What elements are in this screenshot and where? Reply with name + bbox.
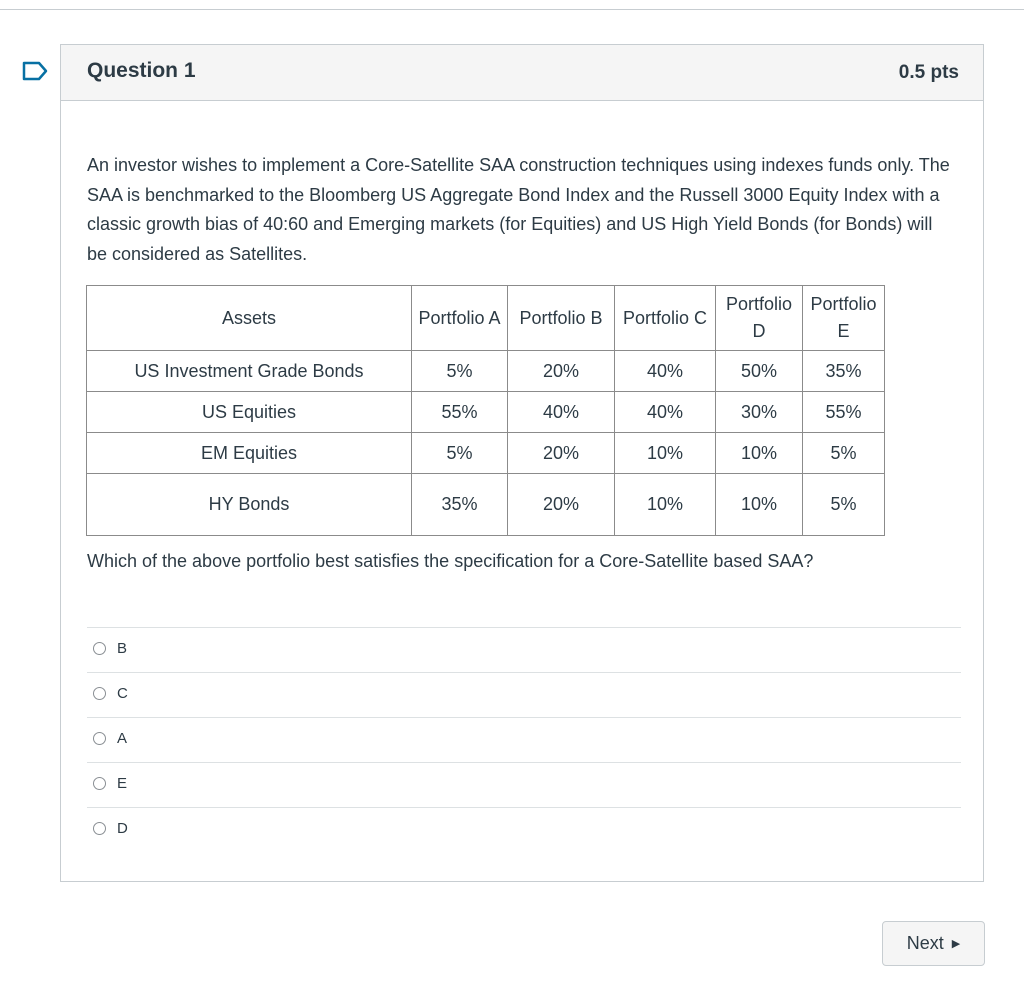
answer-option[interactable]: [87, 717, 961, 762]
table-cell: 50%: [716, 351, 803, 392]
question-card: [60, 44, 984, 882]
answer-label: B: [117, 640, 128, 657]
question-points: 0.5 pts: [898, 62, 959, 83]
table-cell: 5%: [803, 433, 885, 474]
table-cell: 40%: [615, 392, 716, 433]
table-cell: HY Bonds: [87, 474, 412, 536]
answer-label: D: [117, 820, 128, 837]
table-cell: 30%: [716, 392, 803, 433]
radio-button[interactable]: [93, 822, 106, 835]
next-button-label: Next: [906, 933, 944, 953]
table-row: [87, 433, 885, 474]
table-header-cell: Portfolio A: [412, 286, 508, 351]
next-button[interactable]: [882, 921, 985, 966]
top-divider: [0, 9, 1024, 10]
table-header-cell: Portfolio E: [803, 286, 885, 351]
flag-icon[interactable]: [22, 61, 48, 81]
table-cell: US Equities: [87, 392, 412, 433]
answer-label: E: [117, 775, 128, 792]
table-header-cell: Assets: [87, 286, 412, 351]
answer-option[interactable]: [87, 807, 961, 852]
radio-button[interactable]: [93, 642, 106, 655]
table-cell: 5%: [412, 433, 508, 474]
table-cell: 35%: [803, 351, 885, 392]
answer-list: [87, 627, 961, 852]
answer-option[interactable]: [87, 672, 961, 717]
table-cell: 20%: [508, 474, 615, 536]
question-text: An investor wishes to implement a Core-Satellite SAA construction techniques using indexes funds only. The SAA is benchmarked to the Bloomberg US Aggregate Bond Index and the Russell 3000 Equity Index with a classic growth bias of 40:60 and Emerging markets (for Equities) and US High Yield Bonds (for Bonds) will be considered as Satellites.: [87, 155, 950, 264]
question-title: Question 1: [87, 59, 196, 82]
table-row: [87, 351, 885, 392]
table-header-cell: Portfolio D: [716, 286, 803, 351]
table-header-cell: Portfolio B: [508, 286, 615, 351]
answer-option[interactable]: [87, 627, 961, 672]
follow-up-question: Which of the above portfolio best satisfies the specification for a Core-Satellite based SAA?: [87, 551, 814, 571]
table-cell: 10%: [615, 433, 716, 474]
radio-button[interactable]: [93, 732, 106, 745]
table-cell: 40%: [508, 392, 615, 433]
question-header: [61, 45, 983, 101]
table-cell: 20%: [508, 351, 615, 392]
table-cell: 10%: [615, 474, 716, 536]
table-header-row: [87, 286, 885, 351]
table-cell: 35%: [412, 474, 508, 536]
answer-label: C: [117, 685, 128, 702]
table-row: [87, 392, 885, 433]
table-cell: 55%: [412, 392, 508, 433]
table-cell: US Investment Grade Bonds: [87, 351, 412, 392]
table-cell: 5%: [412, 351, 508, 392]
table-cell: 10%: [716, 474, 803, 536]
radio-button[interactable]: [93, 687, 106, 700]
table-cell: 40%: [615, 351, 716, 392]
answer-option[interactable]: [87, 762, 961, 807]
answer-label: A: [117, 730, 128, 747]
table-header-cell: Portfolio C: [615, 286, 716, 351]
table-cell: 5%: [803, 474, 885, 536]
portfolio-table: [86, 285, 885, 536]
radio-button[interactable]: [93, 777, 106, 790]
table-cell: 20%: [508, 433, 615, 474]
table-cell: 10%: [716, 433, 803, 474]
caret-right-icon: ▶: [951, 938, 961, 950]
table-row: [87, 474, 885, 536]
table-cell: 55%: [803, 392, 885, 433]
table-cell: EM Equities: [87, 433, 412, 474]
